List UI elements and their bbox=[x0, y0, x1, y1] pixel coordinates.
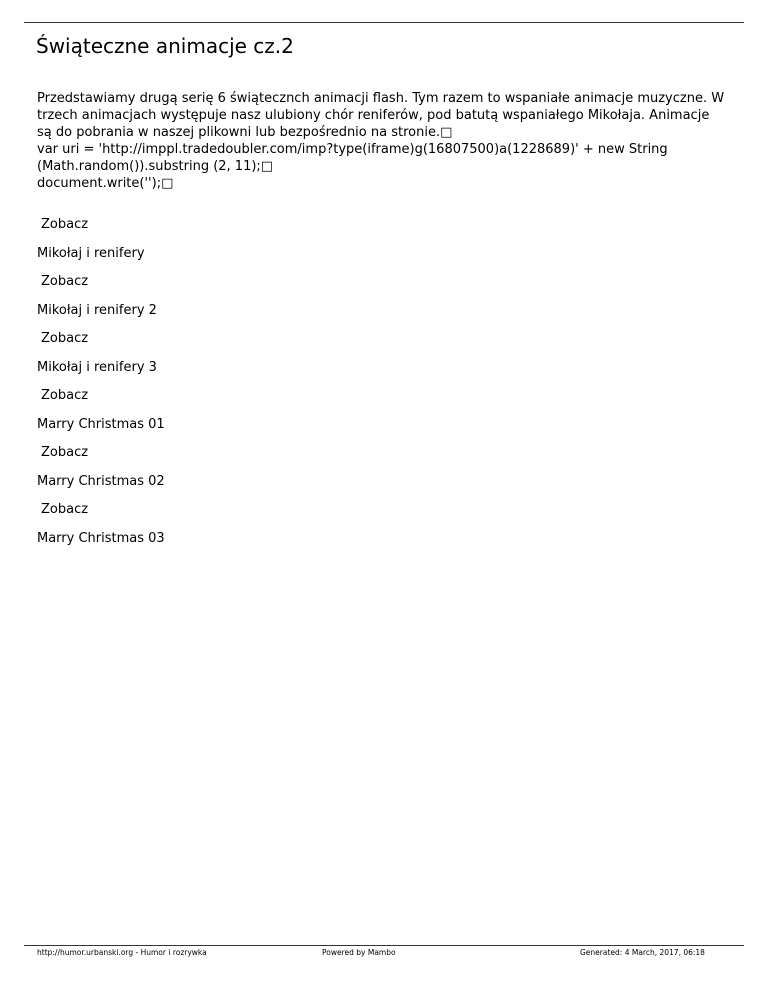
view-link[interactable]: Zobacz bbox=[41, 331, 89, 346]
view-link[interactable]: Zobacz bbox=[41, 217, 89, 232]
body-line: document.write('');□ bbox=[37, 176, 174, 191]
body-line: są do pobrania w naszej plikowni lub bezpośrednio na stronie.□ bbox=[37, 125, 453, 140]
page-title: Świąteczne animacje cz.2 bbox=[36, 34, 294, 58]
view-link[interactable]: Zobacz bbox=[41, 502, 89, 517]
animation-title: Marry Christmas 02 bbox=[37, 474, 165, 489]
view-link[interactable]: Zobacz bbox=[41, 388, 89, 403]
animation-title: Mikołaj i renifery 2 bbox=[37, 303, 157, 318]
footer-generated-date: Generated: 4 March, 2017, 06:18 bbox=[580, 948, 705, 957]
animation-title: Marry Christmas 03 bbox=[37, 531, 165, 546]
view-link[interactable]: Zobacz bbox=[41, 274, 89, 289]
footer-powered-by: Powered by Mambo bbox=[322, 948, 396, 957]
animation-title: Mikołaj i renifery 3 bbox=[37, 360, 157, 375]
footer-site-link[interactable]: http://humor.urbanski.org - Humor i rozrywka bbox=[37, 948, 207, 957]
view-link[interactable]: Zobacz bbox=[41, 445, 89, 460]
top-divider bbox=[24, 22, 744, 23]
animation-title: Mikołaj i renifery bbox=[37, 246, 145, 261]
body-line: var uri = 'http://imppl.tradedoubler.com/imp?type(iframe)g(16807500)a(1228689)' + new String bbox=[37, 142, 668, 157]
bottom-divider bbox=[24, 945, 744, 946]
body-line: trzech animacjach występuje nasz ulubiony chór reniferów, pod batutą wspaniałego Mikołaja. Animacje bbox=[37, 108, 710, 123]
article-body bbox=[37, 90, 737, 192]
body-line: Przedstawiamy drugą serię 6 świątecznch animacji flash. Tym razem to wspaniałe animacje muzyczne. W bbox=[37, 91, 725, 106]
animation-title: Marry Christmas 01 bbox=[37, 417, 165, 432]
body-line: (Math.random()).substring (2, 11);□ bbox=[37, 159, 274, 174]
